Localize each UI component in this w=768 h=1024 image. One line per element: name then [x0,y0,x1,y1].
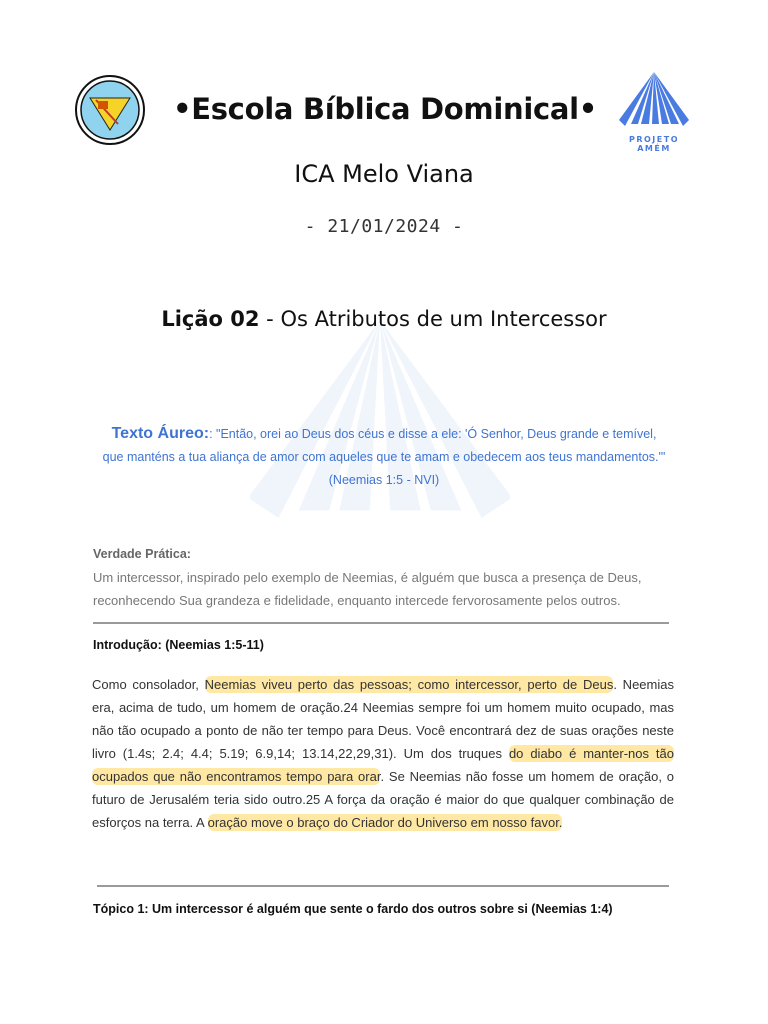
ica-emblem-icon [74,74,146,146]
divider [93,622,669,624]
topic-1-heading: Tópico 1: Um intercessor é alguém que sente o fardo dos outros sobre si (Neemias 1:4) [93,902,613,916]
lesson-name: Os Atributos de um Intercessor [280,307,607,331]
practical-truth-text: Um intercessor, inspirado pelo exemplo de Neemias, é alguém que busca a presença de Deus, reconhecendo Sua grandeza e fidelidade, enquanto intercede fervorosamente pelos outros. [93,570,642,608]
divider [97,885,669,887]
logo-text-line1: PROJETO [628,135,680,144]
introduction-heading: Introdução: (Neemias 1:5-11) [93,638,264,652]
church-name: ICA Melo Viana [294,160,474,188]
intro-text-3: . Se Neemias não fosse um homem de oração, o futuro de Jerusalém teria sido outro.25 A força da oração é maior do que qualquer combinação de esforços na terra. A [92,769,674,830]
lesson-title [0,307,768,331]
ica-emblem-logo [74,74,146,146]
golden-text-line1: : "Então, orei ao Deus dos céus e disse a ele: 'Ó Senhor, Deus grande e temível, [209,427,657,441]
practical-truth-label: Verdade Prática: [93,547,191,561]
lesson-number: Lição 02 [161,307,260,331]
lesson-date: - 21/01/2024 - [304,216,464,237]
lesson-separator: - [259,307,281,331]
intro-text-1: Como consolador, [92,677,205,692]
intro-highlight-1: Neemias viveu perto das pessoas; como intercessor, perto de Deus [204,677,614,692]
projeto-amem-logo [614,72,694,154]
intro-highlight-2: do diabo é manter-nos tão ocupados que não encontramos tempo para orar [92,746,674,784]
practical-truth [93,543,683,612]
golden-text [60,422,708,492]
projeto-amem-logo-icon [619,72,689,130]
logo-text-line2: AMÉM [637,144,671,153]
intro-highlight-3: oração move o braço do Criador do Universo em nosso favor. [207,815,563,830]
golden-text-line2: que manténs a tua aliança de amor com aqueles que te amam e obedecem aos teus mandamentos.'" [102,450,666,464]
intro-text-2: . Neemias era, acima de tudo, um homem de oração.24 Neemias sempre foi um homem muito ocupado, mas não tão ocupado a ponto de não ter tempo para Deus. Você encontrará dez de suas orações neste livro (1.4s; 2.4; 4.4; 5.19; 6.9,14; 13.14,22,29,31). Um dos truques [92,677,674,761]
golden-text-label: Texto Áureo: [111,425,210,442]
page-title: •Escola Bíblica Dominical• [172,92,598,126]
golden-text-reference: (Neemias 1:5 - NVI) [328,473,440,487]
introduction-paragraph [92,673,674,834]
